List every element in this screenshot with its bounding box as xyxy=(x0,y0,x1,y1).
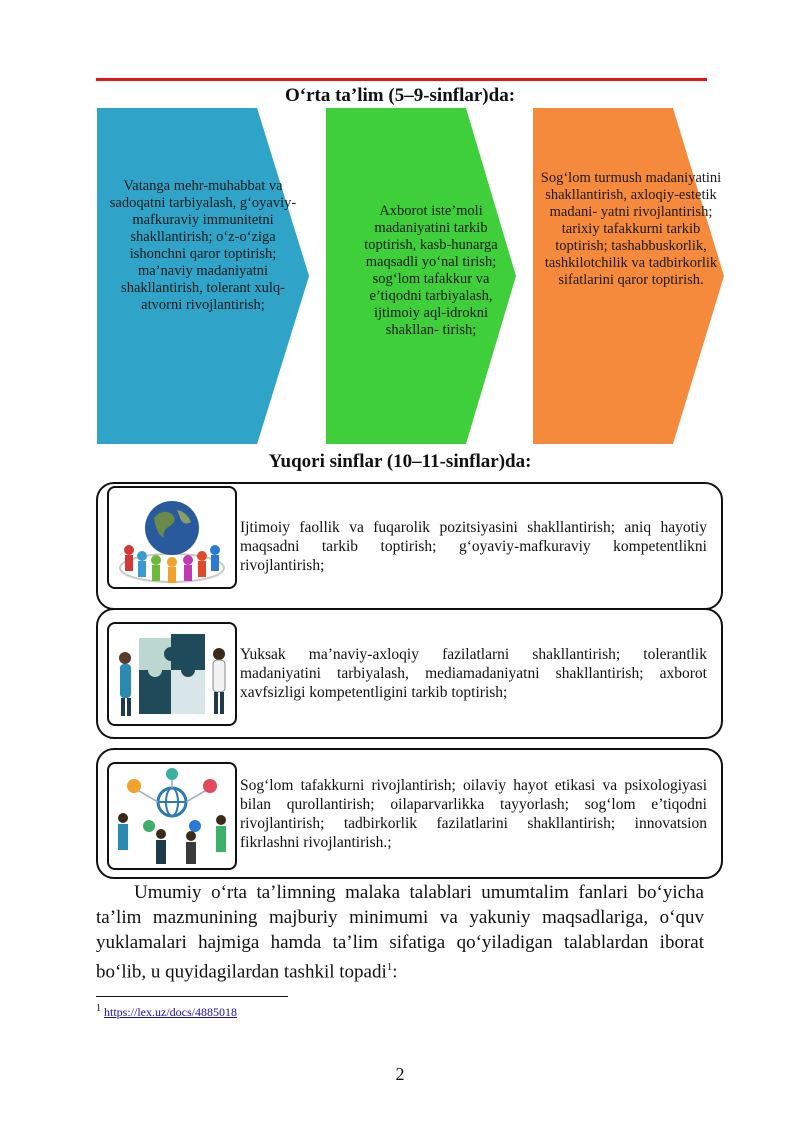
chevron-card-1 xyxy=(97,108,309,444)
footnote-link[interactable]: https://lex.uz/docs/4885018 xyxy=(104,1005,237,1019)
high-school-card-1 xyxy=(96,482,723,610)
high-school-card-3 xyxy=(96,748,723,879)
paragraph-text: Umumiy o‘rta ta’limning malaka talablari umumtalim fanlari bo‘yicha ta’lim mazmunining majburiy minimumi va yakuniy maqsadlariga, o‘quv yuklamalari hajmiga hamda ta’lim sifatiga qo‘yiladigan talablardan iborat bo‘lib, u quyidagilardan tashkil topadi xyxy=(96,882,704,983)
network-people-icon xyxy=(107,762,237,870)
puzzle-people-icon xyxy=(107,622,237,726)
high-school-text-1: Ijtimoiy faollik va fuqarolik pozitsiyasini shakllantirish; aniq hayotiy maqsadni tarkib toptirish; g‘oyaviy-mafkuraviy kompetentlikni rivojlantirish; xyxy=(240,519,707,574)
section-title-high-school: Yuqori sinflar (10–11-sinflar)da: xyxy=(268,451,532,472)
section-title-middle-school: O‘rta ta’lim (5–9-sinflar)da: xyxy=(284,85,516,106)
footnote-reference[interactable]: 1 xyxy=(386,961,393,973)
chevron-card-3 xyxy=(533,108,724,444)
body-paragraph xyxy=(96,880,704,984)
paragraph-end: : xyxy=(392,961,398,983)
chevron-text-2: Axborot iste’moli madaniyatini tarkib toptirish, kasb-hunarga maqsadli yo‘nal tirish; sog‘lom tafakkur va e’tiqodni tarbiyalash, ijtimoiy aql-idrokni shakllan- tirish; xyxy=(364,203,498,338)
high-school-text-3: Sog‘lom tafakkurni rivojlantirish; oilaviy hayot etikasi va psixologiyasi bilan qurollantirish; oilaparvarlikka tayyorlash; sog‘lom e’tiqodni rivojlantirish; tadbirkorlik fazilatlarini shakllantirish; innovatsion fikrlashni rivojlantirish.; xyxy=(240,777,707,851)
chevron-text-1: Vatanga mehr-muhabbat va sadoqatni tarbiyalash, g‘oyaviy-mafkuraviy immunitetni shakllantirish; o‘z-o‘ziga ishonchni qaror toptirish; ma’naviy madaniyatni shakllantirish, tolerant xulq-atvorni rivojlantirish; xyxy=(109,178,297,313)
chevron-text-3: Sog‘lom turmush madaniyatini shakllantirish, axloqiy-estetik madani- yatni rivojlantirish; tarixiy tafakkurni tarkib toptirish; tashabbuskorlik, tashkilotchilik va tadbirkorlik sifatlarini qaror toptirish. xyxy=(540,170,722,288)
footnote xyxy=(96,1003,237,1020)
high-school-text-2: Yuksak ma’naviy-axloqiy fazilatlarni shakllantirish; tolerantlik madaniyatini tarbiyalash, mediamadaniyatni shakllantirish; axborot xavfsizligi kompetentligini tarkib toptirish; xyxy=(240,646,707,701)
page-number: 2 xyxy=(395,1064,405,1084)
footnote-divider xyxy=(96,996,288,997)
footnote-number: 1 xyxy=(96,1003,101,1014)
top-red-rule xyxy=(96,78,707,81)
high-school-card-2 xyxy=(96,608,723,739)
chevron-card-2 xyxy=(326,108,516,444)
globe-people-icon xyxy=(107,486,237,589)
